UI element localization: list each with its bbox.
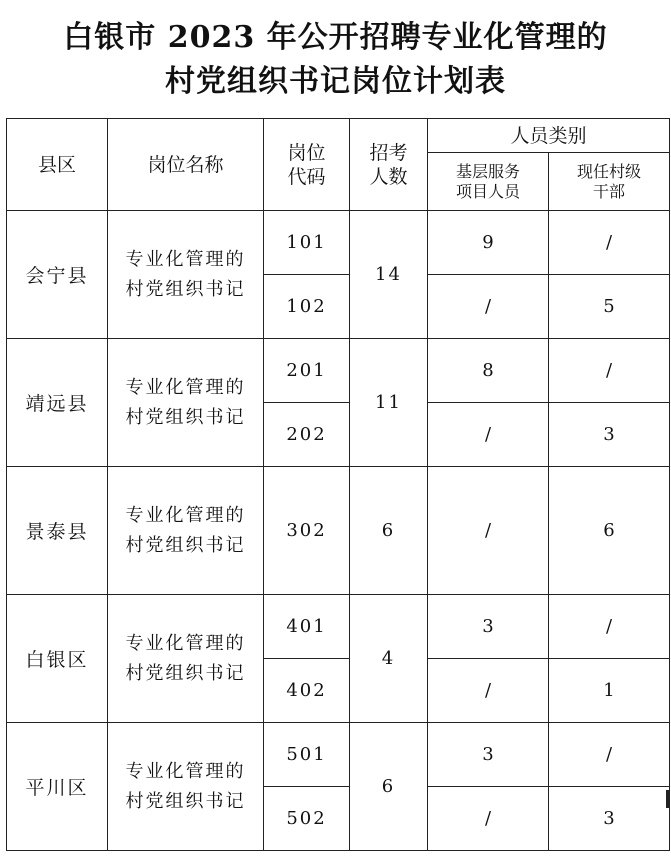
village-cadre-count-cell: 6 [549,467,670,595]
position-code-cell: 302 [264,467,350,595]
position-code-cell: 501 [264,723,350,787]
header-recruit-count [350,119,428,211]
grassroots-count-cell: / [428,787,549,851]
county-cell: 会宁县 [7,211,108,339]
position-code-cell: 502 [264,787,350,851]
recruit-count-cell: 14 [350,211,428,339]
grassroots-count-cell: / [428,275,549,339]
position-code-cell: 102 [264,275,350,339]
position-code-cell: 402 [264,659,350,723]
edge-mark [666,790,669,808]
table-row [7,339,670,403]
header-village-cadre [549,153,670,211]
recruit-count-cell: 6 [350,467,428,595]
recruitment-plan-table [6,118,670,851]
position-code-cell: 101 [264,211,350,275]
village-cadre-count-cell: / [549,595,670,659]
village-cadre-count-cell: 3 [549,787,670,851]
recruit-count-cell: 11 [350,339,428,467]
village-cadre-count-cell: / [549,339,670,403]
header-position-code [264,119,350,211]
header-county: 县区 [7,119,108,211]
grassroots-count-cell: / [428,467,549,595]
grassroots-count-cell: / [428,403,549,467]
recruit-count-cell: 6 [350,723,428,851]
header-grassroots-text: 基层服务 项目人员 [455,161,520,201]
county-cell: 白银区 [7,595,108,723]
village-cadre-count-cell: / [549,723,670,787]
position-code-cell: 201 [264,339,350,403]
document-title-line1: 白银市 2023 年公开招聘专业化管理的 [63,20,608,55]
header-recruit-count-text: 招考 人数 [369,141,408,188]
header-personnel-category: 人员类别 [428,119,670,153]
document-title-line2: 村党组织书记岗位计划表 [165,64,506,99]
village-cadre-count-cell: 3 [549,403,670,467]
village-cadre-count-cell: 1 [549,659,670,723]
table-row [7,467,670,595]
position-name-cell: 专业化管理的 村党组织书记 [108,595,264,723]
village-cadre-count-cell: 5 [549,275,670,339]
grassroots-count-cell: 3 [428,595,549,659]
county-cell: 景泰县 [7,467,108,595]
grassroots-count-cell: 9 [428,211,549,275]
header-village-cadre-text: 现任村级 干部 [576,161,641,201]
table-row [7,211,670,275]
position-code-cell: 401 [264,595,350,659]
village-cadre-count-cell: / [549,211,670,275]
county-cell: 靖远县 [7,339,108,467]
table-row [7,595,670,659]
position-code-cell: 202 [264,403,350,467]
position-name-cell: 专业化管理的 村党组织书记 [108,211,264,339]
grassroots-count-cell: / [428,659,549,723]
position-name-cell: 专业化管理的 村党组织书记 [108,339,264,467]
table-row [7,723,670,787]
grassroots-count-cell: 8 [428,339,549,403]
county-cell: 平川区 [7,723,108,851]
recruit-count-cell: 4 [350,595,428,723]
header-position-code-text: 岗位 代码 [287,141,326,188]
position-name-cell: 专业化管理的 村党组织书记 [108,723,264,851]
header-grassroots-personnel [428,153,549,211]
grassroots-count-cell: 3 [428,723,549,787]
position-name-cell: 专业化管理的 村党组织书记 [108,467,264,595]
header-position-name: 岗位名称 [108,119,264,211]
table-body [7,211,670,851]
